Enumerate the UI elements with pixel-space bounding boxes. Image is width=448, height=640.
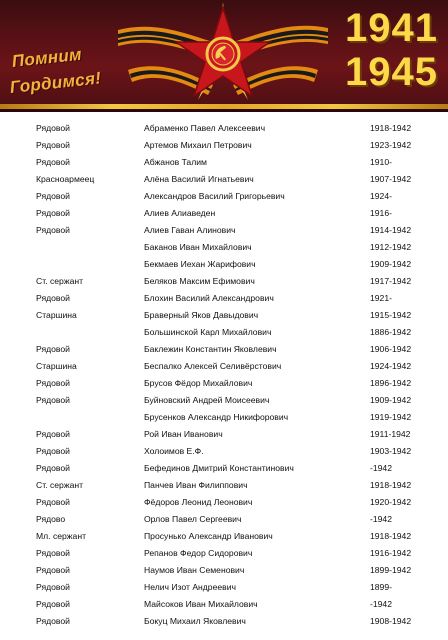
life-years: 1915-1942 [370, 310, 412, 320]
rank: Красноармеец [36, 174, 95, 184]
order-star-emblem-icon [118, 0, 328, 110]
rank: Рядовой [36, 497, 70, 507]
year-end: 1945 [345, 50, 438, 94]
life-years: 1911-1942 [370, 429, 411, 439]
list-item [0, 408, 448, 425]
full-name: Рой Иван Иванович [144, 429, 223, 439]
life-years: -1942 [370, 463, 392, 473]
list-item [0, 323, 448, 340]
list-item [0, 221, 448, 238]
rank: Рядовой [36, 582, 70, 592]
list-item [0, 595, 448, 612]
rank: Рядовой [36, 463, 70, 473]
life-years: -1942 [370, 514, 392, 524]
life-years: 1914-1942 [370, 225, 412, 235]
full-name: Репанов Федор Сидорович [144, 548, 253, 558]
rank: Рядовой [36, 616, 70, 626]
full-name: Абраменко Павел Алексеевич [144, 123, 266, 133]
full-name: Орлов Павел Сергеевич [144, 514, 242, 524]
life-years: -1942 [370, 599, 392, 609]
rank: Рядовой [36, 378, 70, 388]
rank: Старшина [36, 361, 77, 371]
list-item [0, 476, 448, 493]
life-years: 1923-1942 [370, 140, 412, 150]
full-name: Просунько Александр Иванович [144, 531, 273, 541]
list-item [0, 272, 448, 289]
full-name: Алиев Гаван Алинович [144, 225, 236, 235]
list-item [0, 544, 448, 561]
full-name: Алёна Василий Игнатьевич [144, 174, 254, 184]
rank: Рядовой [36, 429, 70, 439]
full-name: Алиев Алиаведен [144, 208, 216, 218]
life-years: 1912-1942 [370, 242, 412, 252]
slogan-proud: Гордимся! [8, 68, 103, 97]
full-name: Артемов Михаил Петрович [144, 140, 252, 150]
list-item [0, 442, 448, 459]
rank: Рядовой [36, 191, 70, 201]
life-years: 1924-1942 [370, 361, 412, 371]
rank: Рядовой [36, 446, 70, 456]
list-item [0, 187, 448, 204]
rank: Рядовой [36, 140, 70, 150]
life-years: 1916-1942 [370, 548, 412, 558]
full-name: Баклежин Константин Яковлевич [144, 344, 277, 354]
rank: Рядовой [36, 565, 70, 575]
rank: Рядовой [36, 157, 70, 167]
full-name: Абжанов Талим [144, 157, 207, 167]
life-years: 1896-1942 [370, 378, 412, 388]
rank: Старшина [36, 310, 77, 320]
full-name: Бокуц Михаил Яковлевич [144, 616, 246, 626]
full-name: Наумов Иван Семенович [144, 565, 245, 575]
full-name: Буйновский Андрей Моисеевич [144, 395, 270, 405]
life-years: 1924- [370, 191, 392, 201]
life-years: 1921- [370, 293, 392, 303]
life-years: 1903-1942 [370, 446, 412, 456]
rank: Рядово [36, 514, 66, 524]
list-item [0, 306, 448, 323]
list-item [0, 340, 448, 357]
rank: Рядовой [36, 225, 70, 235]
rank: Рядовой [36, 344, 70, 354]
life-years: 1910- [370, 157, 392, 167]
list-item [0, 391, 448, 408]
full-name: Нелич Изот Андреевич [144, 582, 236, 592]
full-name: Беспалко Алексей Селивёрстович [144, 361, 282, 371]
rank: Рядовой [36, 599, 70, 609]
full-name: Большинской Карл Михайлович [144, 327, 272, 337]
rank: Рядовой [36, 123, 70, 133]
full-name: Панчев Иван Филиппович [144, 480, 248, 490]
life-years: 1919-1942 [370, 412, 412, 422]
full-name: Бефединов Дмитрий Константинович [144, 463, 294, 473]
list-item [0, 510, 448, 527]
full-name: Майсоков Иван Михайлович [144, 599, 258, 609]
full-name: Беляков Максим Ефимович [144, 276, 255, 286]
list-item [0, 119, 448, 136]
list-item [0, 425, 448, 442]
life-years: 1899-1942 [370, 565, 412, 575]
list-item [0, 459, 448, 476]
list-item [0, 238, 448, 255]
year-start: 1941 [345, 6, 438, 50]
list-item [0, 374, 448, 391]
list-item [0, 153, 448, 170]
rank: Мл. сержант [36, 531, 87, 541]
life-years: 1909-1942 [370, 259, 412, 269]
list-item [0, 612, 448, 629]
life-years: 1909-1942 [370, 395, 412, 405]
full-name: Фёдоров Леонид Леонович [144, 497, 253, 507]
list-item [0, 561, 448, 578]
full-name: Холоимов Е.Ф. [144, 446, 204, 456]
header-banner [0, 0, 448, 112]
life-years: 1907-1942 [370, 174, 412, 184]
full-name: Блохин Василий Александрович [144, 293, 274, 303]
life-years: 1917-1942 [370, 276, 412, 286]
rank: Рядовой [36, 395, 70, 405]
rank: Рядовой [36, 208, 70, 218]
list-item [0, 136, 448, 153]
rank: Рядовой [36, 548, 70, 558]
life-years: 1906-1942 [370, 344, 412, 354]
list-item [0, 289, 448, 306]
full-name: Браверный Яков Давыдович [144, 310, 259, 320]
list-item [0, 578, 448, 595]
life-years: 1920-1942 [370, 497, 412, 507]
list-item [0, 493, 448, 510]
life-years: 1899- [370, 582, 392, 592]
life-years: 1918-1942 [370, 480, 412, 490]
full-name: Бекмаев Иехан Жарифович [144, 259, 256, 269]
life-years: 1918-1942 [370, 123, 412, 133]
full-name: Брусенков Александр Никифорович [144, 412, 289, 422]
life-years: 1886-1942 [370, 327, 412, 337]
banner-bottom-edge [0, 109, 448, 112]
rank: Рядовой [36, 293, 70, 303]
life-years: 1916- [370, 208, 392, 218]
full-name: Баканов Иван Михайлович [144, 242, 252, 252]
full-name: Александров Василий Григорьевич [144, 191, 285, 201]
list-item [0, 170, 448, 187]
list-item [0, 357, 448, 374]
list-item [0, 527, 448, 544]
full-name: Брусов Фёдор Михайлович [144, 378, 253, 388]
slogan-remember: Помним [10, 44, 83, 71]
list-item [0, 255, 448, 272]
list-item [0, 204, 448, 221]
life-years: 1908-1942 [370, 616, 412, 626]
rank: Ст. сержант [36, 480, 84, 490]
rank: Ст. сержант [36, 276, 84, 286]
life-years: 1918-1942 [370, 531, 412, 541]
